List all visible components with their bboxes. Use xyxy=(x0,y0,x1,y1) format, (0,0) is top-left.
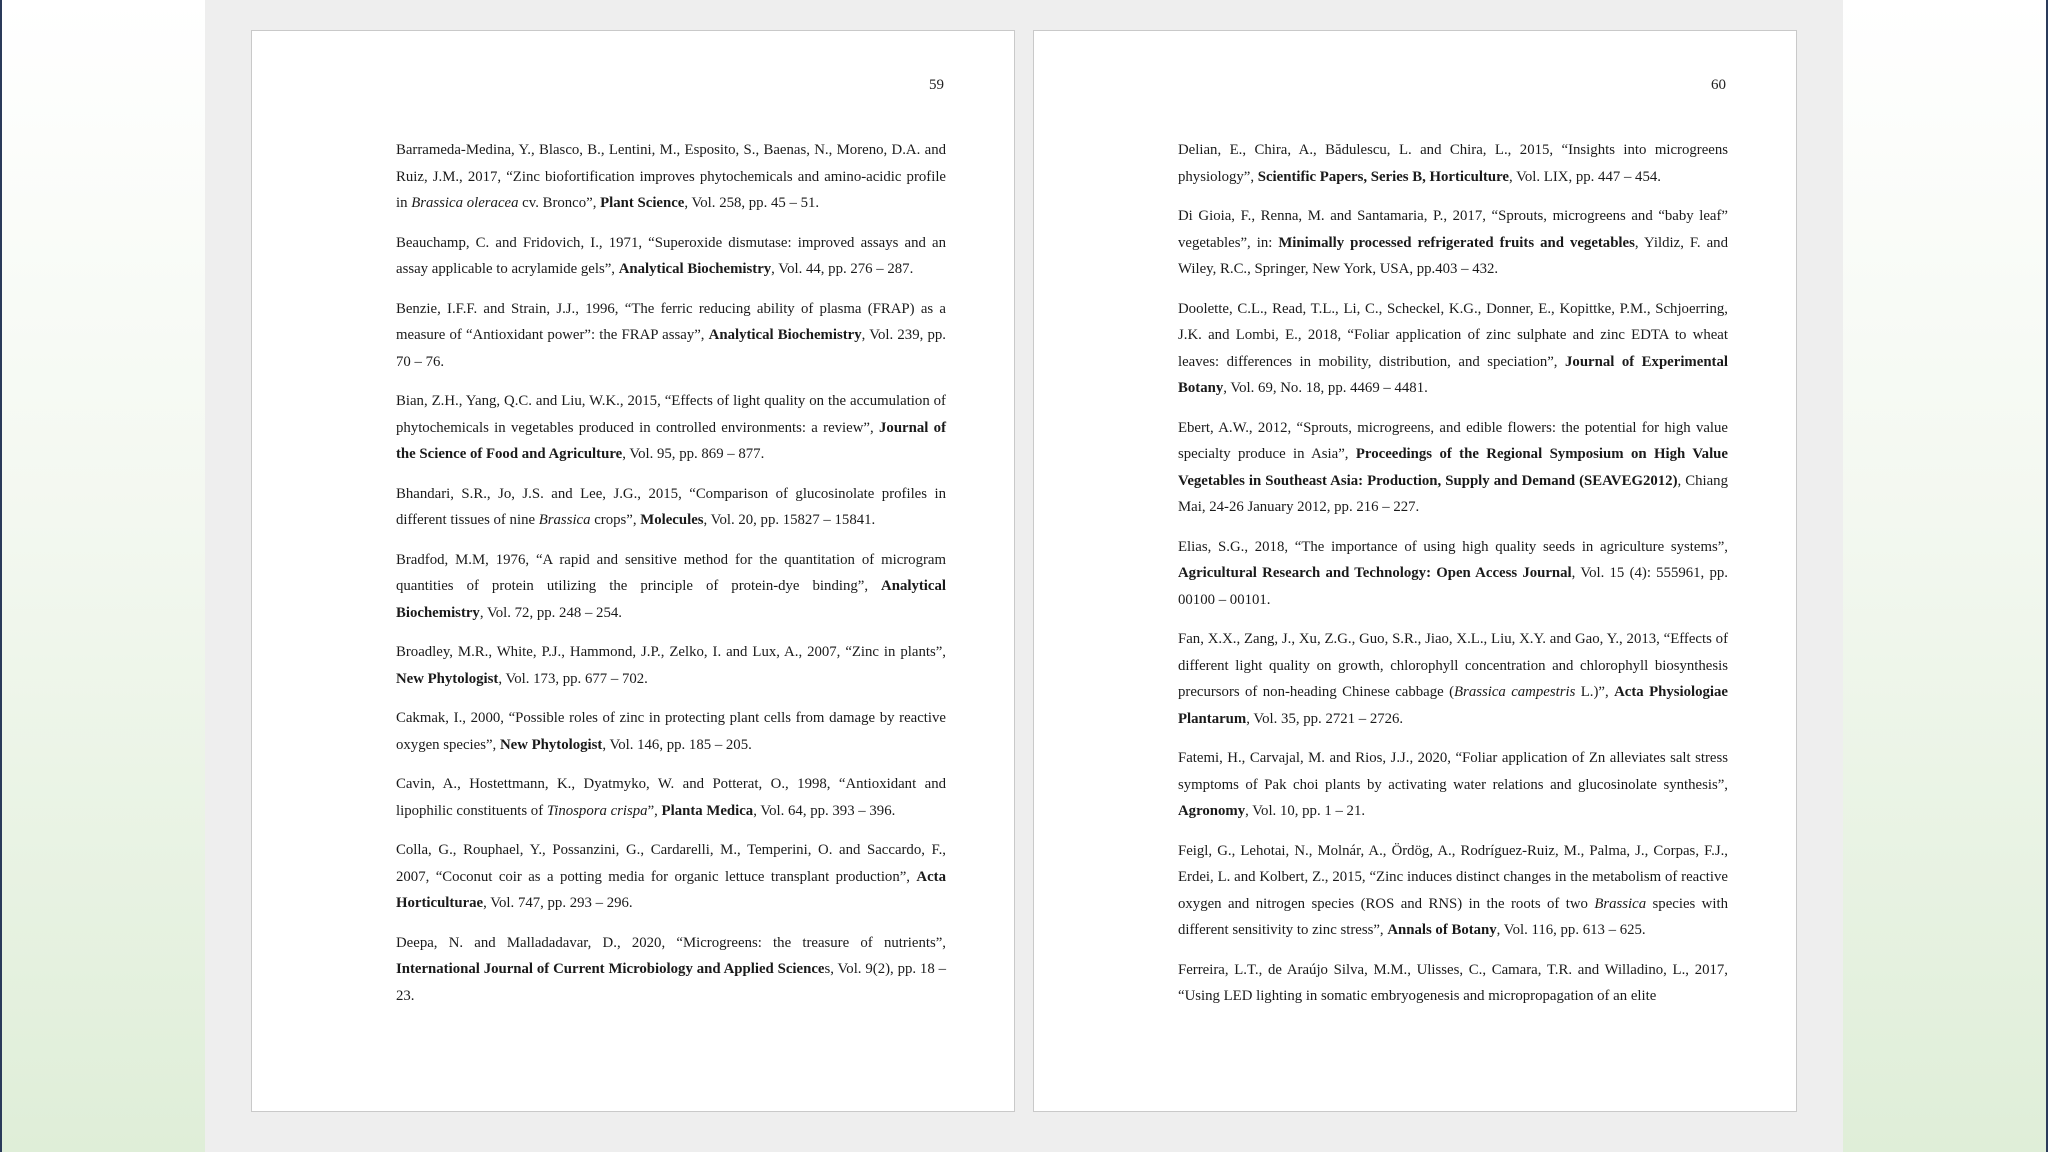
reference-text: Bian, Z.H., Yang, Q.C. and Liu, W.K., 2015, “Effects of light quality on the accumulation of phytochemicals in vegetables produced in controlled environments: a review”, xyxy=(396,393,946,436)
journal-title: Planta Medica xyxy=(661,802,754,819)
reference-text: Di Gioia, F., Renna, M. and Santamaria, P., 2017, “Sprouts, microgreens and “baby leaf” vegetables”, in: xyxy=(1178,208,1728,251)
reference-details: , Vol. 64, pp. 393 – 396. xyxy=(753,802,896,819)
reference-text: Delian, E., Chira, A., Bădulescu, L. and Chira, L., 2015, “Insights into microgreens physiology”, xyxy=(1178,142,1728,185)
window-border-left xyxy=(0,0,2,1152)
journal-title: Proceedings of the Regional Symposium on High Value Vegetables in Southeast Asia: Production, Supply and Demand (SEAVEG2012) xyxy=(1178,446,1728,489)
reference-entry xyxy=(396,930,946,1010)
species-name: Brassica xyxy=(1594,895,1647,912)
reference-details: , Vol. 258, pp. 45 – 51. xyxy=(684,195,820,211)
reference-text: Elias, S.G., 2018, “The importance of using high quality seeds in agriculture systems”, xyxy=(1178,538,1728,555)
reference-entry xyxy=(1178,296,1728,402)
reference-entry xyxy=(1178,957,1728,1010)
journal-title: Analytical Biochemistry xyxy=(708,327,862,343)
reference-entry xyxy=(396,771,946,824)
journal-title: Journal of the Science of Food and Agriculture xyxy=(396,419,946,462)
reference-details: , Yildiz, F. and Wiley, R.C., Springer, New York, USA, pp.403 – 432. xyxy=(1178,234,1728,277)
species-name: Brassica campestris xyxy=(1454,684,1576,700)
journal-title: Acta Physiologiae Plantarum xyxy=(1178,684,1728,727)
reference-text: Colla, G., Rouphael, Y., Possanzini, G., Cardarelli, M., Temperini, O. and Saccardo, F., 2007, “Coconut coir as a potting media for organic lettuce transplant production”, xyxy=(396,842,946,885)
reference-details: , Vol. 95, pp. 869 – 877. xyxy=(622,446,765,462)
reference-details: , Vol. 239, pp. 70 – 76. xyxy=(396,327,946,370)
reference-details: s, Vol. 9(2), pp. 18 – 23. xyxy=(396,961,946,1004)
reference-text: Benzie, I.F.F. and Strain, J.J., 1996, “The ferric reducing ability of plasma (FRAP) as a measure of “Antioxidant power”: the FRAP assay”, xyxy=(396,300,946,343)
reference-text: Ferreira, L.T., de Araújo Silva, M.M., Ulisses, C., Camara, T.R. and Willadino, L., 2017, “Using LED lighting in somatic embryogenesis and micropropagation of an elite xyxy=(1178,961,1728,1004)
reference-entry xyxy=(396,230,946,283)
journal-title: Scientific Papers, Series B, Horticulture xyxy=(1257,168,1509,185)
reference-details: , Chiang Mai, 24-26 January 2012, pp. 216 – 227. xyxy=(1178,472,1728,515)
reference-text: crops”, xyxy=(590,512,641,528)
reference-entry xyxy=(1178,415,1728,521)
reference-details: , Vol. 747, pp. 293 – 296. xyxy=(483,895,633,911)
page-59 xyxy=(251,30,1015,1112)
journal-title: Acta Horticulturae xyxy=(396,868,946,911)
journal-title: Analytical Biochemistry xyxy=(618,261,772,277)
reference-text: ”, xyxy=(647,802,662,819)
reference-details: , Vol. 146, pp. 185 – 205. xyxy=(602,736,752,753)
reference-text: Ebert, A.W., 2012, “Sprouts, microgreens, and edible flowers: the potential for high value specialty produce in Asia”, xyxy=(1178,419,1728,462)
reference-text: Fan, X.X., Zang, J., Xu, Z.G., Guo, S.R., Jiao, X.L., Liu, X.Y. and Gao, Y., 2013, “Effects of different light quality on growth, chlorophyll concentration and chlorophyll biosynthesis precursors of non-heading Chinese cabbage ( xyxy=(1178,631,1728,700)
reference-text: Cavin, A., Hostettmann, K., Dyatmyko, W. and Potterat, O., 1998, “Antioxidant and lipophilic constituents of xyxy=(396,776,946,819)
reference-details: , Vol. 10, pp. 1 – 21. xyxy=(1245,803,1366,819)
reference-details: , Vol. 44, pp. 276 – 287. xyxy=(771,261,914,277)
reference-entry xyxy=(1178,838,1728,944)
journal-title: Agricultural Research and Technology: Open Access Journal xyxy=(1178,565,1572,581)
reference-text: Bhandari, S.R., Jo, J.S. and Lee, J.G., 2015, “Comparison of glucosinolate profiles in different tissues of nine xyxy=(396,485,946,528)
reference-details: , Vol. 72, pp. 248 – 254. xyxy=(479,604,622,621)
journal-title: New Phytologist xyxy=(396,670,499,687)
reference-entry xyxy=(1178,203,1728,283)
reference-text: species with different sensitivity to zinc stress”, xyxy=(1178,895,1728,938)
reference-entry xyxy=(396,639,946,692)
document-viewer[interactable] xyxy=(205,0,1843,1152)
reference-entry xyxy=(1178,534,1728,614)
reference-entry xyxy=(396,547,946,627)
journal-title: New Phytologist xyxy=(499,736,603,753)
reference-entry xyxy=(1178,626,1728,732)
journal-title: Journal of Experimental Botany xyxy=(1178,353,1728,396)
reference-details: , Vol. 69, No. 18, pp. 4469 – 4481. xyxy=(1223,380,1428,396)
journal-title: Annals of Botany xyxy=(1387,922,1497,938)
reference-entry xyxy=(396,481,946,534)
journal-title: Agronomy xyxy=(1178,803,1246,819)
species-name: Brassica xyxy=(538,512,591,528)
journal-title: International Journal of Current Microbiology and Applied Science xyxy=(396,961,825,977)
species-name: Brassica oleracea xyxy=(411,195,519,211)
reference-entry xyxy=(396,388,946,468)
page-number: 59 xyxy=(929,77,944,93)
reference-entry xyxy=(1178,745,1728,825)
page-60 xyxy=(1033,30,1797,1112)
reference-entry xyxy=(1178,137,1728,190)
reference-text: Barrameda-Medina, Y., Blasco, B., Lentini, M., Esposito, S., Baenas, N., Moreno, D.A. and Ruiz, J.M., 2017, “Zinc biofortification improves phytochemicals and amino-acidic profile in xyxy=(396,142,946,211)
reference-details: , Vol. 20, pp. 15827 – 15841. xyxy=(703,512,876,528)
reference-text: Feigl, G., Lehotai, N., Molnár, A., Ördög, A., Rodríguez-Ruiz, M., Palma, J., Corpas, F.J., Erdei, L. and Kolbert, Z., 2015, “Zinc induces distinct changes in the metabolism of reactive oxygen and nitrogen species (ROS and RNS) in the roots of two xyxy=(1178,842,1728,912)
reference-details: , Vol. 116, pp. 613 – 625. xyxy=(1496,922,1646,938)
reference-text: Doolette, C.L., Read, T.L., Li, C., Scheckel, K.G., Donner, E., Kopittke, P.M., Schjoerring, J.K. and Lombi, E., 2018, “Foliar application of zinc sulphate and zinc EDTA to wheat leaves: differences in mobility, distribution, and speciation”, xyxy=(1178,300,1728,370)
reference-details: , Vol. 35, pp. 2721 – 2726. xyxy=(1246,710,1404,727)
reference-text: Cakmak, I., 2000, “Possible roles of zinc in protecting plant cells from damage by reactive oxygen species”, xyxy=(396,710,946,753)
reference-entry xyxy=(396,137,946,217)
reference-text: Deepa, N. and Malladadavar, D., 2020, “Microgreens: the treasure of nutrients”, xyxy=(396,934,946,951)
page-number: 60 xyxy=(1711,77,1726,93)
reference-text: Beauchamp, C. and Fridovich, I., 1971, “Superoxide dismutase: improved assays and an assay applicable to acrylamide gels”, xyxy=(396,234,946,277)
reference-list xyxy=(396,137,946,1022)
reference-details: , Vol. 173, pp. 677 – 702. xyxy=(498,670,648,687)
reference-details: , Vol. 15 (4): 555961, pp. 00100 – 00101. xyxy=(1178,565,1728,608)
reference-text: Broadley, M.R., White, P.J., Hammond, J.P., Zelko, I. and Lux, A., 2007, “Zinc in plants”, xyxy=(396,644,946,660)
journal-title: Molecules xyxy=(640,512,704,528)
reference-text: Bradfod, M.M, 1976, “A rapid and sensitive method for the quantitation of microgram quantities of protein utilizing the principle of protein-dye binding”, xyxy=(396,551,946,594)
reference-list xyxy=(1178,137,1728,1023)
reference-entry xyxy=(396,296,946,376)
species-name: Tinospora crispa xyxy=(546,802,648,819)
reference-entry xyxy=(396,705,946,758)
journal-title: Plant Science xyxy=(600,195,685,211)
reference-text: Fatemi, H., Carvajal, M. and Rios, J.J., 2020, “Foliar application of Zn alleviates salt stress symptoms of Pak choi plants by activating water relations and glucosinolate synthesis”, xyxy=(1178,750,1728,793)
journal-title: Minimally processed refrigerated fruits and vegetables xyxy=(1278,234,1635,251)
reference-details: , Vol. LIX, pp. 447 – 454. xyxy=(1508,168,1661,185)
reference-entry xyxy=(396,837,946,917)
reference-text: cv. Bronco”, xyxy=(518,195,601,211)
journal-title: Analytical Biochemistry xyxy=(396,578,946,621)
reference-text: L.)”, xyxy=(1575,684,1615,700)
